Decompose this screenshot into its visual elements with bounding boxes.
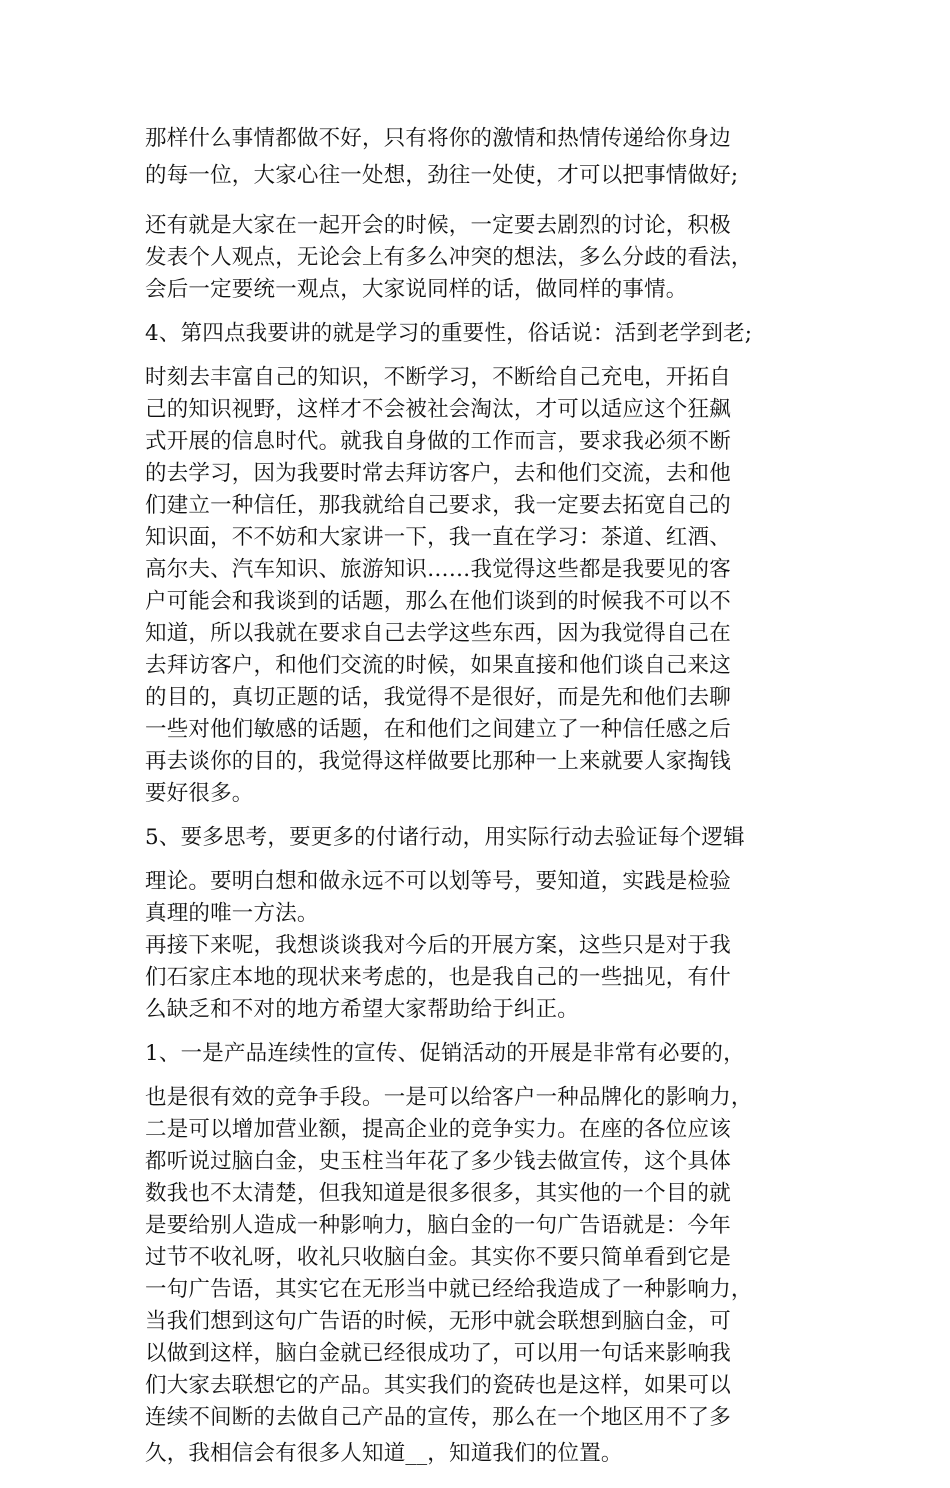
paragraph-closing: 久，我相信会有很多人知道__，知道我们的位置。 [145, 1441, 623, 1466]
paragraph-passion: 那样什么事情都做不好，只有将你的激情和热情传递给你身边 的每一位，大家心往一处想，劲往一处使，才可以把事情做好; [145, 126, 739, 188]
paragraph-promotion: 也是很有效的竞争手段。一是可以给客户一种品牌化的影响力， 二是可以增加营业额，提高企业的竞争实力。在座的各位应该 都听说过脑白金，史玉柱当年花了多少钱去做宣传，这个具体 数我也不太清楚，但我知道是很多很多，其实他的一个目的就 是要给别人造成一种影响力，脑白金的一句广告语就是：今年 过节不收礼呀，收礼只收脑白金。其实你不要只简单看到它是 一句广告语，其实它在无形当中就已经给我造成了一种影响力， 当我们想到这句广告语的时候，无形中就会联想到脑白金，可 以做到这样，脑白金就已经很成功了，可以用一句话来影响我 们大家去联想它的产品。其实我们的瓷砖也是这样，如果可以 连续不间断的去做自己产品的宣传，那么在一个地区用不了多 [145, 1085, 753, 1430]
paragraph-plan-intro: 再接下来呢，我想谈谈我对今后的开展方案，这些只是对于我 们石家庄本地的现状来考虑的，也是我自己的一些拙见，有什 么缺乏和不对的地方希望大家帮助给于纠正。 [145, 933, 731, 1022]
paragraph-meeting: 还有就是大家在一起开会的时候，一定要去剧烈的讨论，积极 发表个人观点，无论会上有多么冲突的想法，多么分歧的看法， 会后一定要统一观点，大家说同样的话，做同样的事情。 [145, 213, 753, 302]
paragraph-learning: 时刻去丰富自己的知识，不断学习，不断给自己充电，开拓自 己的知识视野，这样才不会被社会淘汰，才可以适应这个狂飙 式开展的信息时代。就我自身做的工作而言，要求我必须不断 的去学习，因为我要时常去拜访客户，去和他们交流，去和他 们建立一种信任，那我就给自己要求，我一定要去拓宽自己的 知识面，不不妨和大家讲一下，我一直在学习：茶道、红酒、 高尔夫、汽车知识、旅游知识……我觉得这些都是我要见的客 户可能会和我谈到的话题，那么在他们谈到的时候我不可以不 知道，所以我就在要求自己去学这些东西，因为我觉得自己在 去拜访客户，和他们交流的时候，如果直接和他们谈自己来这 的目的，真切正题的话，我觉得不是很好，而是先和他们去聊 一些对他们敏感的话题，在和他们之间建立了一种信任感之后 再去谈你的目的，我觉得这样做要比那种一上来就要人家掏钱 要好很多。 [145, 365, 731, 806]
paragraph-point-5-heading: 5、要多思考，要更多的付诸行动，用实际行动去验证每个逻辑 [145, 825, 745, 850]
paragraph-practice: 理论。要明白想和做永远不可以划等号，要知道，实践是检验 真理的唯一方法。 [145, 869, 731, 926]
paragraph-plan-1-heading: 1、一是产品连续性的宣传、促销活动的开展是非常有必要的， [145, 1041, 745, 1066]
paragraph-point-4-heading: 4、第四点我要讲的就是学习的重要性，俗话说：活到老学到老; [145, 321, 753, 346]
document-body [145, 120, 825, 1488]
